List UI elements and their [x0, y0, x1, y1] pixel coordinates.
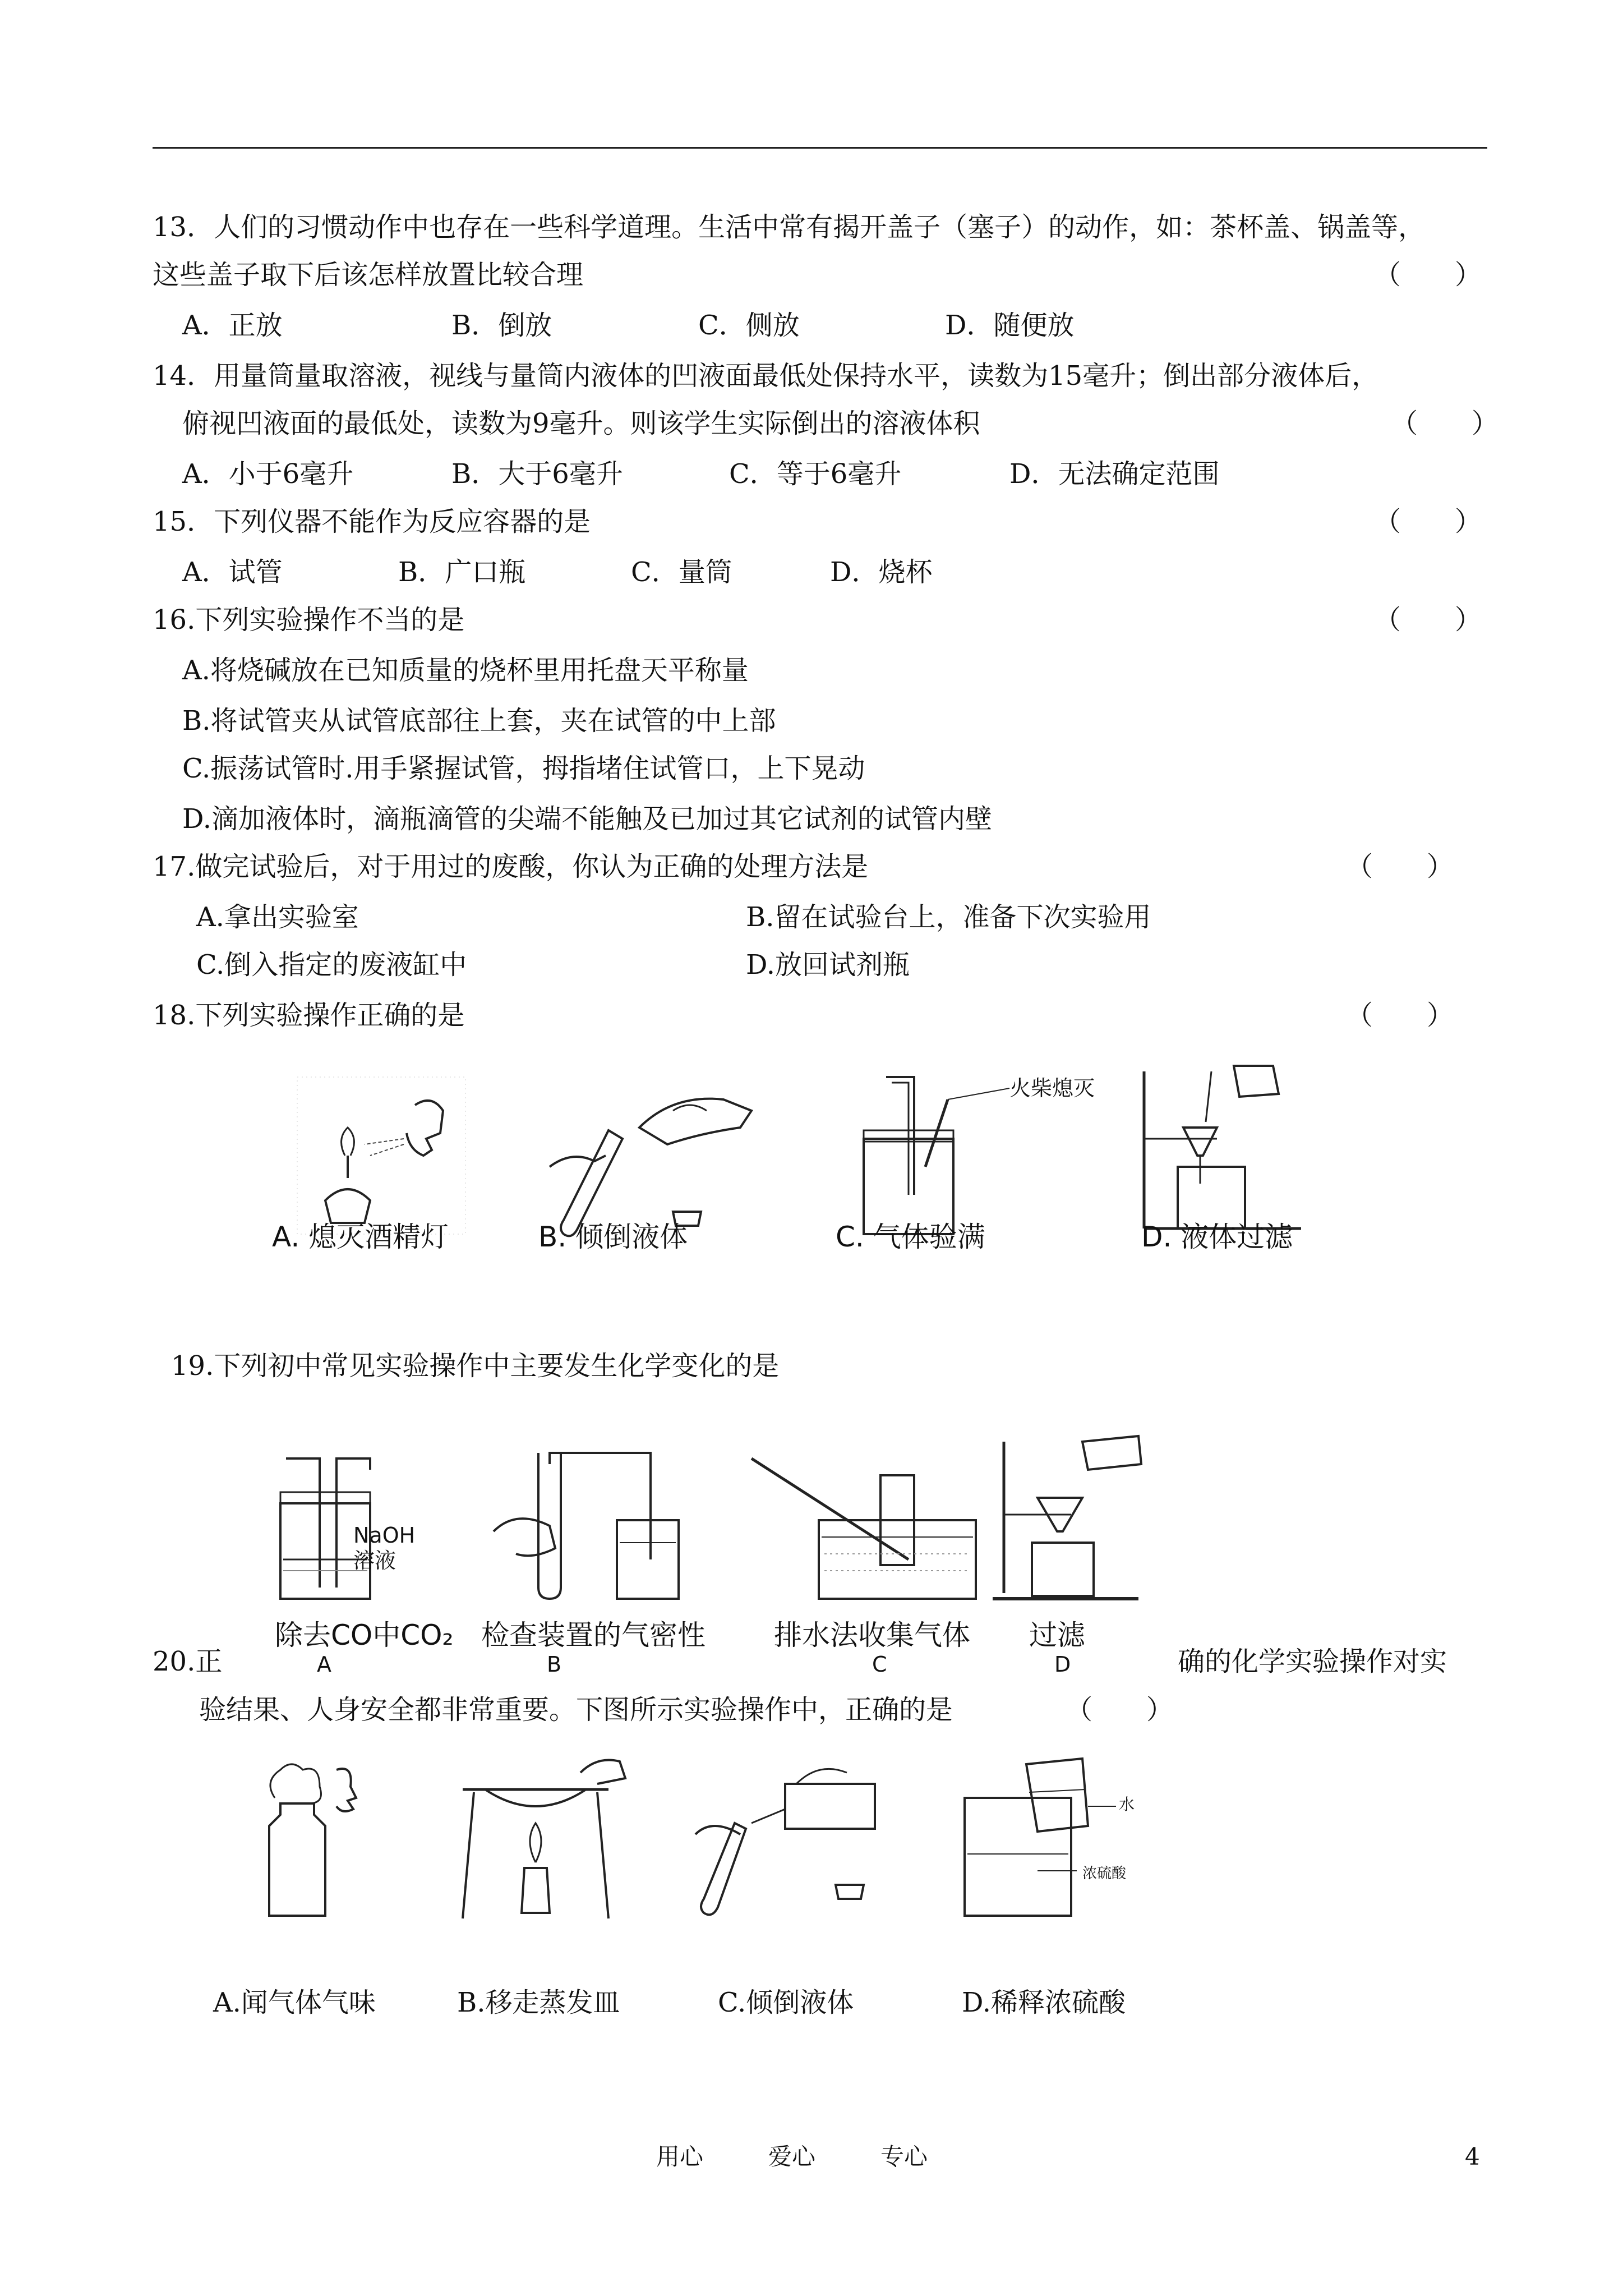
q13-stem-line2: 这些盖子取下后该怎样放置比较合理 [153, 259, 584, 291]
solution-label: 溶液 [353, 1548, 396, 1573]
q20-caption-b: B.移走蒸发皿 [457, 1987, 620, 2018]
q18-caption-a: A. 熄灭酒精灯 [272, 1221, 449, 1253]
q15-option-a: A．试管 [182, 556, 283, 588]
airtightness-check-figure [482, 1447, 684, 1604]
pour-liquid-figure-c [679, 1756, 892, 1918]
q20-caption-d: D.稀释浓硫酸 [962, 1987, 1126, 2018]
q17-option-d: D.放回试剂瓶 [746, 949, 910, 981]
q15-option-d: D．烧杯 [830, 556, 933, 588]
q15-answer-paren: （ ） [1374, 506, 1482, 537]
q16-option-d: D.滴加液体时，滴瓶滴管的尖端不能触及已加过其它试剂的试管内壁 [182, 803, 993, 835]
q14-option-d: D．无法确定范围 [1009, 458, 1220, 490]
naoh-label: NaOH [353, 1523, 416, 1548]
q18-caption-d: D. 液体过滤 [1141, 1221, 1293, 1253]
q17-option-c: C.倒入指定的废液缸中 [196, 949, 467, 981]
q13-option-a: A．正放 [182, 310, 283, 341]
q13-stem-line1: 13．人们的习惯动作中也存在一些科学道理。生活中常有揭开盖子（塞子）的动作，如：茶杯盖、锅盖等， [153, 211, 1426, 243]
q19-letter-c: C [872, 1652, 887, 1677]
q13-answer-paren: （ ） [1374, 259, 1482, 291]
q16-stem: 16.下列实验操作不当的是 [153, 604, 465, 636]
q17-stem: 17.做完试验后，对于用过的废酸，你认为正确的处理方法是 [153, 851, 869, 882]
q18-caption-c: C. 气体验满 [836, 1221, 985, 1253]
q19-caption-c: 排水法收集气体 [774, 1619, 970, 1651]
q14-stem-line2: 俯视凹液面的最低处，读数为9毫升。则该学生实际倒出的溶液体积 [182, 408, 980, 439]
q19-letter-b: B [547, 1652, 562, 1677]
q16-option-a: A.将烧碱放在已知质量的烧杯里用托盘天平称量 [182, 655, 749, 686]
q16-option-c: C.振荡试管时.用手紧握试管，拇指堵住试管口，上下晃动 [182, 753, 865, 784]
concentrated-sulfuric-acid-label: 浓硫酸 [1082, 1865, 1127, 1882]
match-extinguished-label: 火柴熄灭 [1009, 1076, 1095, 1101]
q13-option-b: B．倒放 [451, 310, 552, 341]
q18-answer-paren: （ ） [1346, 1000, 1454, 1031]
page-number: 4 [1465, 2143, 1480, 2170]
q19-letter-d: D [1054, 1652, 1071, 1677]
header-rule [153, 147, 1487, 149]
q20-stem-line1-end: 确的化学实验操作对实 [1178, 1646, 1447, 1677]
q19-stem: 19.下列初中常见实验操作中主要发生化学变化的是 [171, 1350, 780, 1382]
footer-item-3: 专心 [880, 2143, 928, 2170]
q20-answer-paren: （ ） [1066, 1694, 1174, 1726]
move-evaporating-dish-figure [451, 1750, 631, 1924]
filtration-figure-d [1133, 1055, 1312, 1240]
q14-option-c: C．等于6毫升 [729, 458, 902, 490]
q17-answer-paren: （ ） [1346, 851, 1454, 882]
q20-stem-line2: 验结果、人身安全都非常重要。下图所示实验操作中，正确的是 [199, 1694, 953, 1726]
water-displacement-figure [740, 1442, 987, 1604]
q20-stem-prefix: 20.正 [153, 1646, 223, 1677]
q15-option-c: C．量筒 [631, 556, 732, 588]
q13-option-c: C．侧放 [698, 310, 800, 341]
dilute-sulfuric-acid-figure [953, 1753, 1166, 1921]
q18-caption-b: B. 倾倒液体 [538, 1221, 688, 1253]
footer-item-2: 爱心 [768, 2143, 816, 2170]
q19-caption-b: 检查装置的气密性 [481, 1619, 706, 1651]
q19-caption-d: 过滤 [1029, 1619, 1085, 1651]
q16-answer-paren: （ ） [1374, 604, 1482, 636]
q14-stem-line1: 14．用量筒量取溶液，视线与量筒内液体的凹液面最低处保持水平，读数为15毫升；倒出部分液体后， [153, 360, 1379, 392]
pour-liquid-figure-b [538, 1071, 774, 1240]
q19-caption-a: 除去CO中CO₂ [275, 1619, 454, 1651]
q14-option-a: A．小于6毫升 [182, 458, 354, 490]
q17-option-a: A.拿出实验室 [196, 901, 359, 933]
q14-answer-paren: （ ） [1391, 408, 1499, 439]
q20-caption-a: A.闻气体气味 [213, 1987, 376, 2018]
q15-stem: 15．下列仪器不能作为反应容器的是 [153, 506, 591, 537]
q14-option-b: B．大于6毫升 [451, 458, 623, 490]
q20-caption-c: C.倾倒液体 [718, 1987, 854, 2018]
q15-option-b: B．广口瓶 [398, 556, 526, 588]
q17-option-b: B.留在试验台上，准备下次实验用 [746, 901, 1151, 933]
extinguish-alcohol-lamp-figure [292, 1071, 471, 1240]
smell-gas-figure [252, 1753, 393, 1921]
q18-stem: 18.下列实验操作正确的是 [153, 1000, 465, 1031]
water-label: 水 [1119, 1795, 1135, 1814]
filtration-figure-q19d [987, 1430, 1155, 1616]
footer-item-1: 用心 [656, 2143, 704, 2170]
q16-option-b: B.将试管夹从试管底部往上套，夹在试管的中上部 [182, 705, 776, 737]
q13-option-d: D．随便放 [945, 310, 1075, 341]
q19-letter-a: A [317, 1652, 331, 1677]
